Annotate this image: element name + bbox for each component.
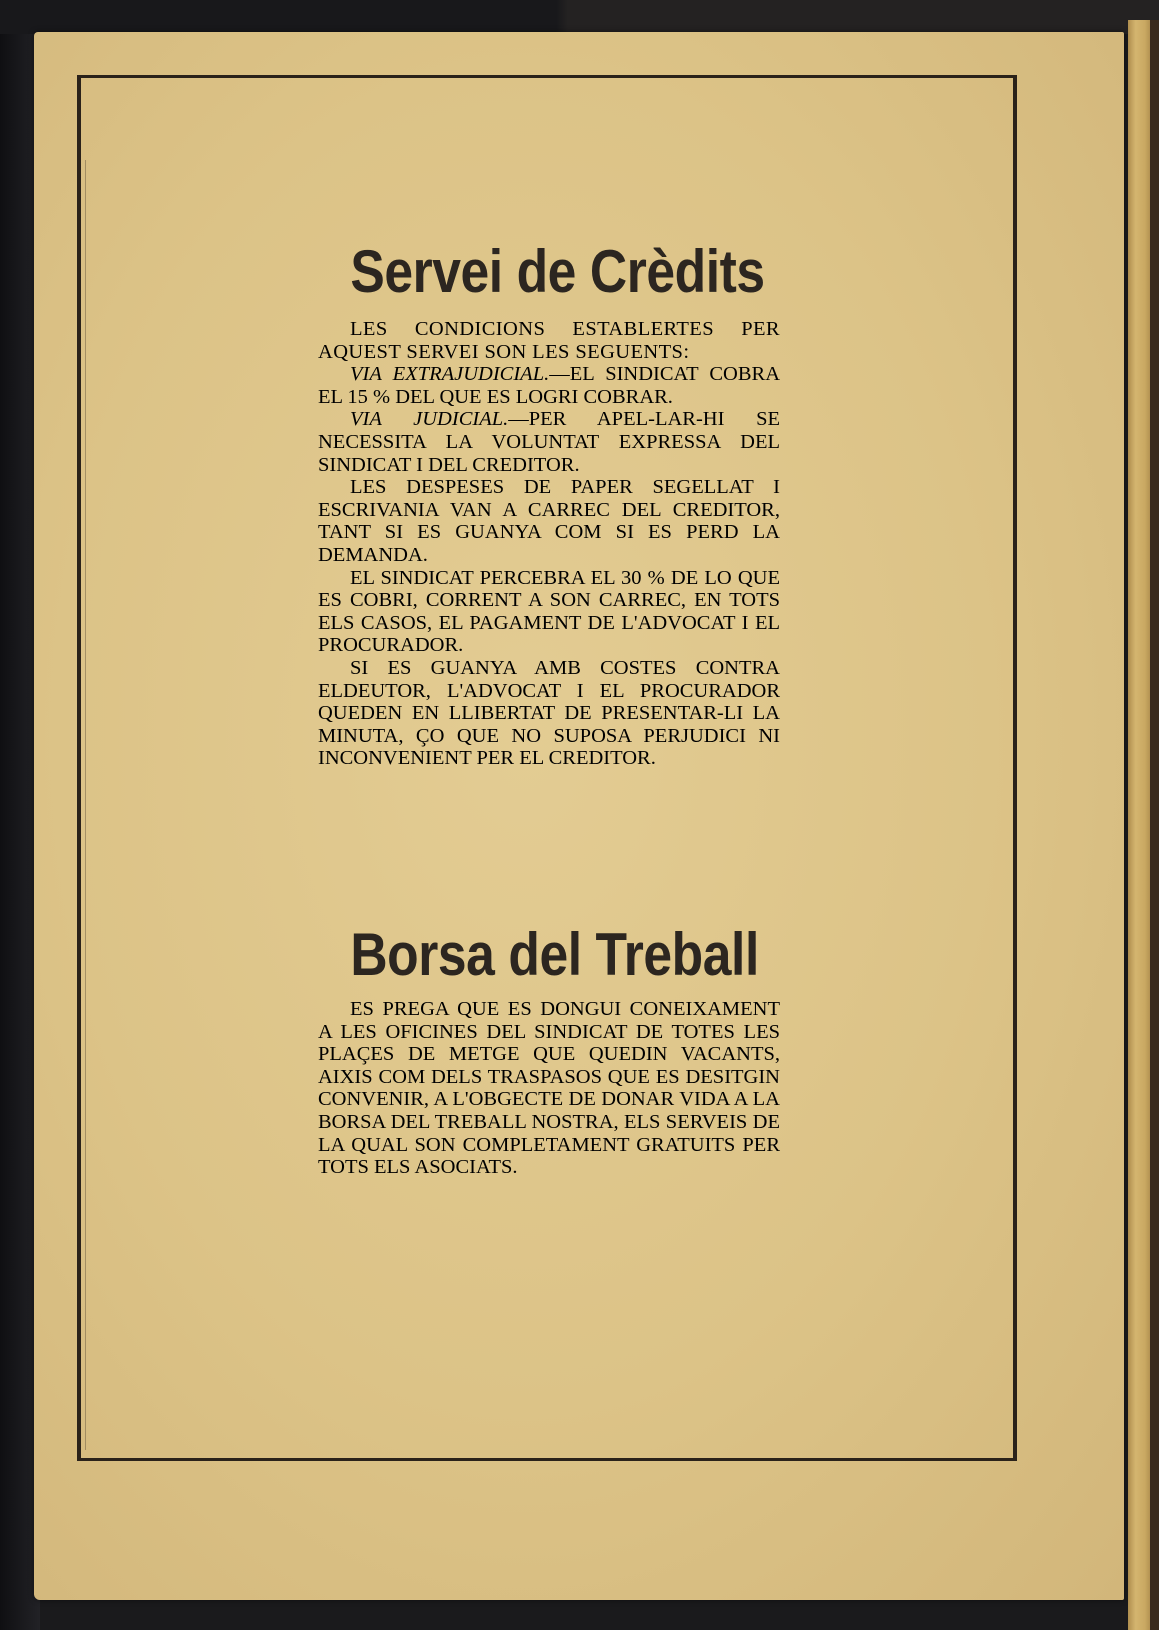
page-inner-rule <box>85 160 86 1450</box>
credits-section-title: Servei de Crèdits <box>350 238 765 305</box>
credits-paragraph-2: VIA EXTRAJUDICIAL.—EL SINDICAT COBRA EL 15 % DEL QUE ES LOGRI COBRAR. <box>318 363 781 408</box>
credits-section-body <box>318 318 780 770</box>
credits-paragraph-6: SI ES GUANYA AMB COSTES CONTRA ELDEUTOR, L'ADVOCAT I EL PROCURADOR QUEDEN EN LLIBERTAT DE PRESENTAR-LI LA MINUTA, ÇO QUE NO SUPOSA PERJUDICI NI INCONVENIENT PER EL CREDITOR. <box>318 656 780 770</box>
credits-paragraph-5: EL SINDICAT PERCEBRA EL 30 % DE LO QUE ES COBRI, CORRENT A SON CARREC, EN TOTS ELS CASOS, EL PAGAMENT DE L'ADVOCAT I EL PROCURADOR. <box>318 566 780 657</box>
labour-paragraph-1: ES PREGA QUE ES DONGUI CONEIXAMENT A LES OFICINES DEL SINDICAT DE TOTES LES PLAÇES DE METGE QUE QUEDIN VACANTS, AIXIS COM DELS TRASPASOS QUE ES DESITGIN CONVENIR, A L'OBGECTE DE DONAR VIDA A LA BORSA DEL TREBALL NOSTRA, ELS SERVEIS DE LA QUAL SON COMPLETAMENT GRATUITS PER TOTS ELS ASOCIATS. <box>318 998 780 1179</box>
labour-section-title: Borsa del Treball <box>350 921 759 988</box>
labour-section-body <box>318 998 780 1179</box>
credits-paragraph-1: LES CONDICIONS ESTABLERTES PER AQUEST SERVEI SON LES SEGUENTS: <box>318 318 780 363</box>
credits-paragraph-3: VIA JUDICIAL.—PER APEL-LAR-HI SE NECESSITA LA VOLUNTAT EXPRESSA DEL SINDICAT I DEL CREDITOR. <box>318 408 780 476</box>
scan-backdrop-top <box>0 0 1159 34</box>
credits-paragraph-4: LES DESPESES DE PAPER SEGELLAT I ESCRIVANIA VAN A CARREC DEL CREDITOR, TANT SI ES GUANYA COM SI ES PERD LA DEMANDA. <box>318 476 780 566</box>
book-spine-edge <box>1150 20 1159 1630</box>
